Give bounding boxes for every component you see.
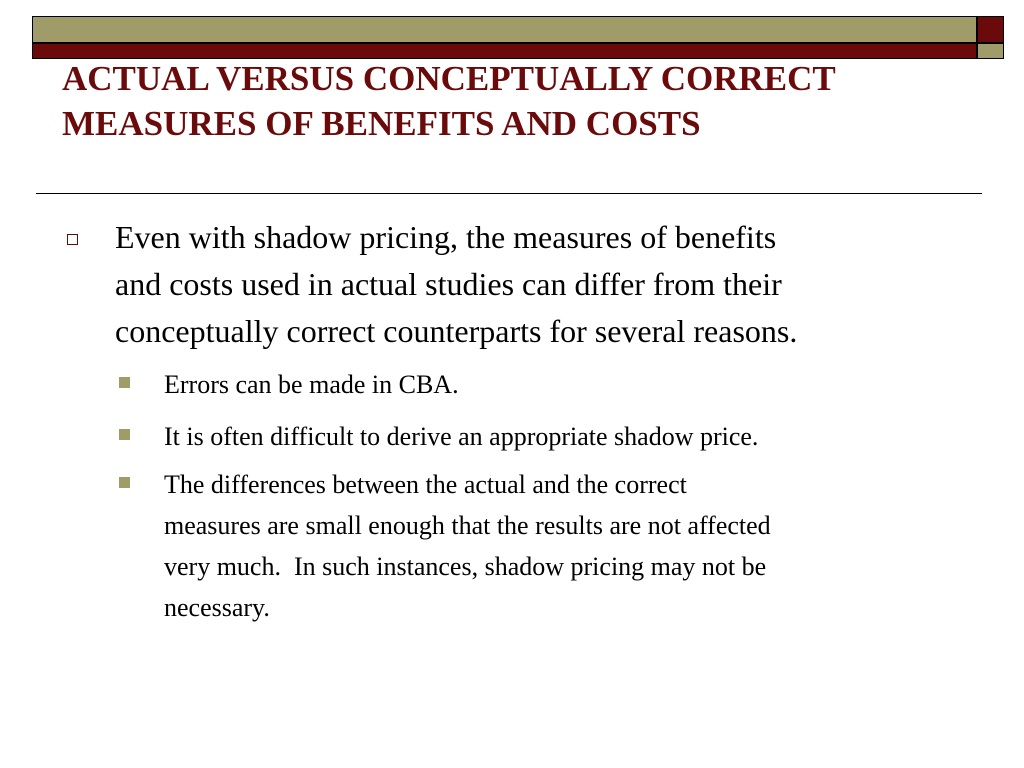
slide-title bbox=[62, 56, 982, 146]
sub-bullet-text-line: necessary. bbox=[164, 593, 270, 622]
filled-square-bullet-icon bbox=[119, 477, 130, 488]
header-square-maroon bbox=[977, 16, 1004, 43]
sub-bullet-text-line: It is often difficult to derive an appropriate shadow price. bbox=[164, 422, 759, 451]
filled-square-bullet-icon bbox=[119, 377, 130, 388]
sub-bullet-text bbox=[164, 416, 994, 457]
sub-bullet-text bbox=[164, 364, 994, 405]
hollow-square-bullet-icon bbox=[67, 234, 78, 245]
title-divider bbox=[36, 193, 982, 194]
slide-title-line: ACTUAL VERSUS CONCEPTUALLY CORRECT bbox=[62, 59, 836, 98]
header-bar-olive bbox=[32, 16, 977, 43]
sub-bullet-text bbox=[164, 464, 994, 628]
bullet-text-line: Even with shadow pricing, the measures of benefits bbox=[115, 219, 777, 255]
sub-bullet-text-line: The differences between the actual and the correct bbox=[164, 470, 687, 499]
sub-bullet-text-line: Errors can be made in CBA. bbox=[164, 370, 459, 399]
bullet-text-line: and costs used in actual studies can differ from their bbox=[115, 266, 782, 302]
slide-title-line: MEASURES OF BENEFITS AND COSTS bbox=[62, 104, 701, 143]
sub-bullet-text-line: very much. In such instances, shadow pricing may not be bbox=[164, 552, 767, 581]
filled-square-bullet-icon bbox=[119, 429, 130, 440]
bullet-text bbox=[115, 214, 985, 355]
sub-bullet-text-line: measures are small enough that the results are not affected bbox=[164, 511, 771, 540]
bullet-text-line: conceptually correct counterparts for several reasons. bbox=[115, 313, 798, 349]
